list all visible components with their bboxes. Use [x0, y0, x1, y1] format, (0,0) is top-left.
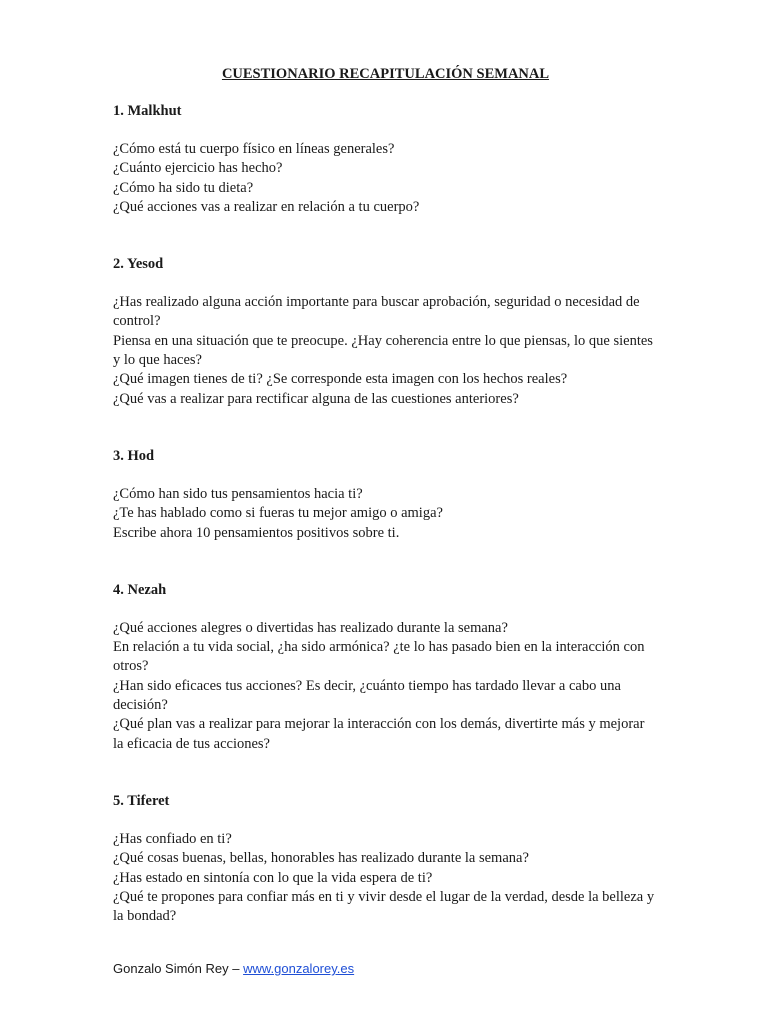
document-title: CUESTIONARIO RECAPITULACIÓN SEMANAL: [221, 66, 550, 82]
question-list: [113, 140, 658, 217]
question-text: ¿Qué plan vas a realizar para mejorar la interacción con los demás, divertirte más y mejorar la eficacia de tus acciones?: [113, 716, 645, 752]
question-text: ¿Qué cosas buenas, bellas, honorables has realizado durante la semana?: [113, 850, 529, 867]
page-footer: [113, 960, 354, 978]
question-text: ¿Qué imagen tienes de ti? ¿Se corresponde esta imagen con los hechos reales?: [113, 371, 568, 388]
question-list: [113, 830, 658, 926]
section-heading: 4. Nezah: [113, 581, 167, 598]
question-text: ¿Han sido eficaces tus acciones? Es decir, ¿cuánto tiempo has tardado llevar a cabo una decisión?: [113, 677, 621, 714]
question-text: ¿Cómo ha sido tu dieta?: [113, 179, 254, 196]
website-link[interactable]: www.gonzalorey.es: [243, 961, 355, 976]
section-heading: 3. Hod: [113, 447, 155, 464]
question-list: [113, 485, 658, 543]
question-text: Escribe ahora 10 pensamientos positivos sobre ti.: [113, 524, 400, 541]
question-text: ¿Qué acciones alegres o divertidas has realizado durante la semana?: [113, 619, 508, 636]
section-heading: 2. Yesod: [113, 256, 164, 273]
footer-author: Gonzalo Simón Rey –: [113, 961, 244, 976]
question-text: ¿Te has hablado como si fueras tu mejor amigo o amiga?: [113, 505, 443, 522]
question-list: [113, 619, 658, 754]
question-text: ¿Has estado en sintonía con lo que la vida espera de ti?: [113, 869, 433, 886]
question-text: ¿Has confiado en ti?: [113, 830, 232, 847]
section-yesod: [113, 255, 658, 409]
section-nezah: [113, 581, 658, 754]
document-page: [113, 60, 658, 926]
question-text: ¿Cómo está tu cuerpo físico en líneas generales?: [113, 141, 395, 157]
question-text: ¿Qué te propones para confiar más en ti y vivir desde el lugar de la verdad, desde la belleza y la bondad?: [113, 888, 655, 925]
question-list: [113, 293, 658, 409]
question-text: ¿Has realizado alguna acción importante para buscar aprobación, seguridad o necesidad de control?: [113, 294, 640, 330]
question-text: ¿Cómo han sido tus pensamientos hacia ti?: [113, 485, 363, 502]
section-malkhut: [113, 102, 658, 217]
section-tiferet: [113, 792, 658, 926]
question-text: ¿Qué vas a realizar para rectificar alguna de las cuestiones anteriores?: [113, 390, 519, 407]
section-hod: [113, 447, 658, 543]
section-heading: 5. Tiferet: [113, 792, 170, 809]
section-heading: 1. Malkhut: [113, 103, 182, 119]
question-text: En relación a tu vida social, ¿ha sido armónica? ¿te lo has pasado bien en la interacción con otros?: [113, 639, 645, 675]
question-text: Piensa en una situación que te preocupe. ¿Hay coherencia entre lo que piensas, lo que sientes y lo que haces?: [113, 332, 653, 369]
question-text: ¿Cuánto ejercicio has hecho?: [113, 160, 283, 177]
question-text: ¿Qué acciones vas a realizar en relación a tu cuerpo?: [113, 198, 420, 215]
